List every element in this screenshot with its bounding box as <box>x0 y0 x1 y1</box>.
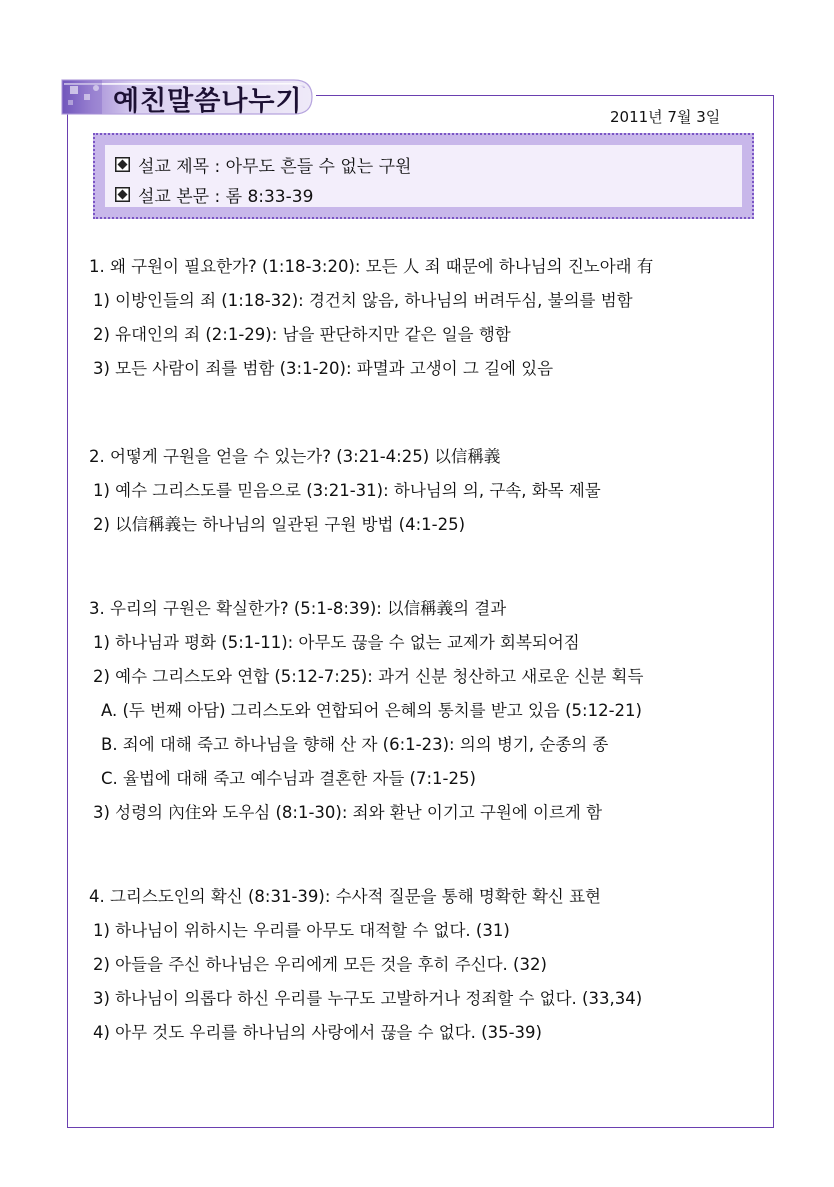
outline-item: 4) 아무 것도 우리를 하나님의 사랑에서 끊을 수 없다. (35-39) <box>93 1023 542 1042</box>
outline-subitem: B. 죄에 대해 죽고 하나님을 향해 산 자 (6:1-23): 의의 병기, 순종의 종 <box>101 735 609 754</box>
outline-item: 1) 이방인들의 죄 (1:18-32): 경건치 않음, 하나님의 버려두심, 불의를 범함 <box>93 291 633 310</box>
outline-item: 2) 예수 그리스도와 연합 (5:12-7:25): 과거 신분 청산하고 새로운 신분 획득 <box>93 667 644 686</box>
sermon-text: 설교 본문 : 롬 8:33-39 <box>138 187 314 207</box>
outline-item: 2) 유대인의 죄 (2:1-29): 남을 판단하지만 같은 일을 행함 <box>93 325 511 344</box>
section-heading: 2. 어떻게 구원을 얻을 수 있는가? (3:21-4:25) 以信稱義 <box>89 447 501 466</box>
diamond-bullet-icon <box>115 157 130 172</box>
sermon-title-row <box>115 152 411 177</box>
header-tab <box>58 76 314 118</box>
outline-item: 1) 예수 그리스도를 믿음으로 (3:21-31): 하나님의 의, 구속, 화목 제물 <box>93 481 601 500</box>
outline-item: 3) 하나님이 의롭다 하신 우리를 누구도 고발하거나 정죄할 수 없다. (33,34) <box>93 989 643 1008</box>
spacer <box>89 386 759 440</box>
outline-item: 1) 하나님이 위하시는 우리를 아무도 대적할 수 없다. (31) <box>93 921 510 940</box>
sermon-info-box <box>93 133 754 219</box>
page-title: 예친말씀나누기 <box>113 86 303 117</box>
section-heading: 1. 왜 구원이 필요한가? (1:18-3:20): 모든 人 죄 때문에 하나님의 진노아래 有 <box>89 257 654 276</box>
spacer <box>89 830 759 880</box>
sermon-text-row <box>115 182 313 207</box>
outline-item: 2) 아들을 주신 하나님은 우리에게 모든 것을 후히 주신다. (32) <box>93 955 547 974</box>
outline-subitem: A. (두 번째 아담) 그리스도와 연합되어 은혜의 통치를 받고 있음 (5:12-21) <box>101 701 642 720</box>
date-label: 2011년 7월 3일 <box>610 108 721 126</box>
outline-item: 2) 以信稱義는 하나님의 일관된 구원 방법 (4:1-25) <box>93 515 466 534</box>
outline-item: 3) 모든 사람이 죄를 범함 (3:1-20): 파멸과 고생이 그 길에 있음 <box>93 359 554 378</box>
outline-content <box>89 250 759 1050</box>
section-heading: 4. 그리스도인의 확신 (8:31-39): 수사적 질문을 통해 명확한 확신 표현 <box>89 887 601 906</box>
diamond-bullet-icon <box>115 187 130 202</box>
sermon-info-inner <box>105 145 742 207</box>
outline-item: 3) 성령의 內住와 도우심 (8:1-30): 죄와 환난 이기고 구원에 이르게 함 <box>93 803 603 822</box>
outline-subitem: C. 율법에 대해 죽고 예수님과 결혼한 자들 (7:1-25) <box>101 769 476 788</box>
sermon-title: 설교 제목 : 아무도 흔들 수 없는 구원 <box>138 157 412 177</box>
section-heading: 3. 우리의 구원은 확실한가? (5:1-8:39): 以信稱義의 결과 <box>89 599 507 618</box>
outline-item: 1) 하나님과 평화 (5:1-11): 아무도 끊을 수 없는 교제가 회복되어짐 <box>93 633 580 652</box>
spacer <box>89 542 759 592</box>
